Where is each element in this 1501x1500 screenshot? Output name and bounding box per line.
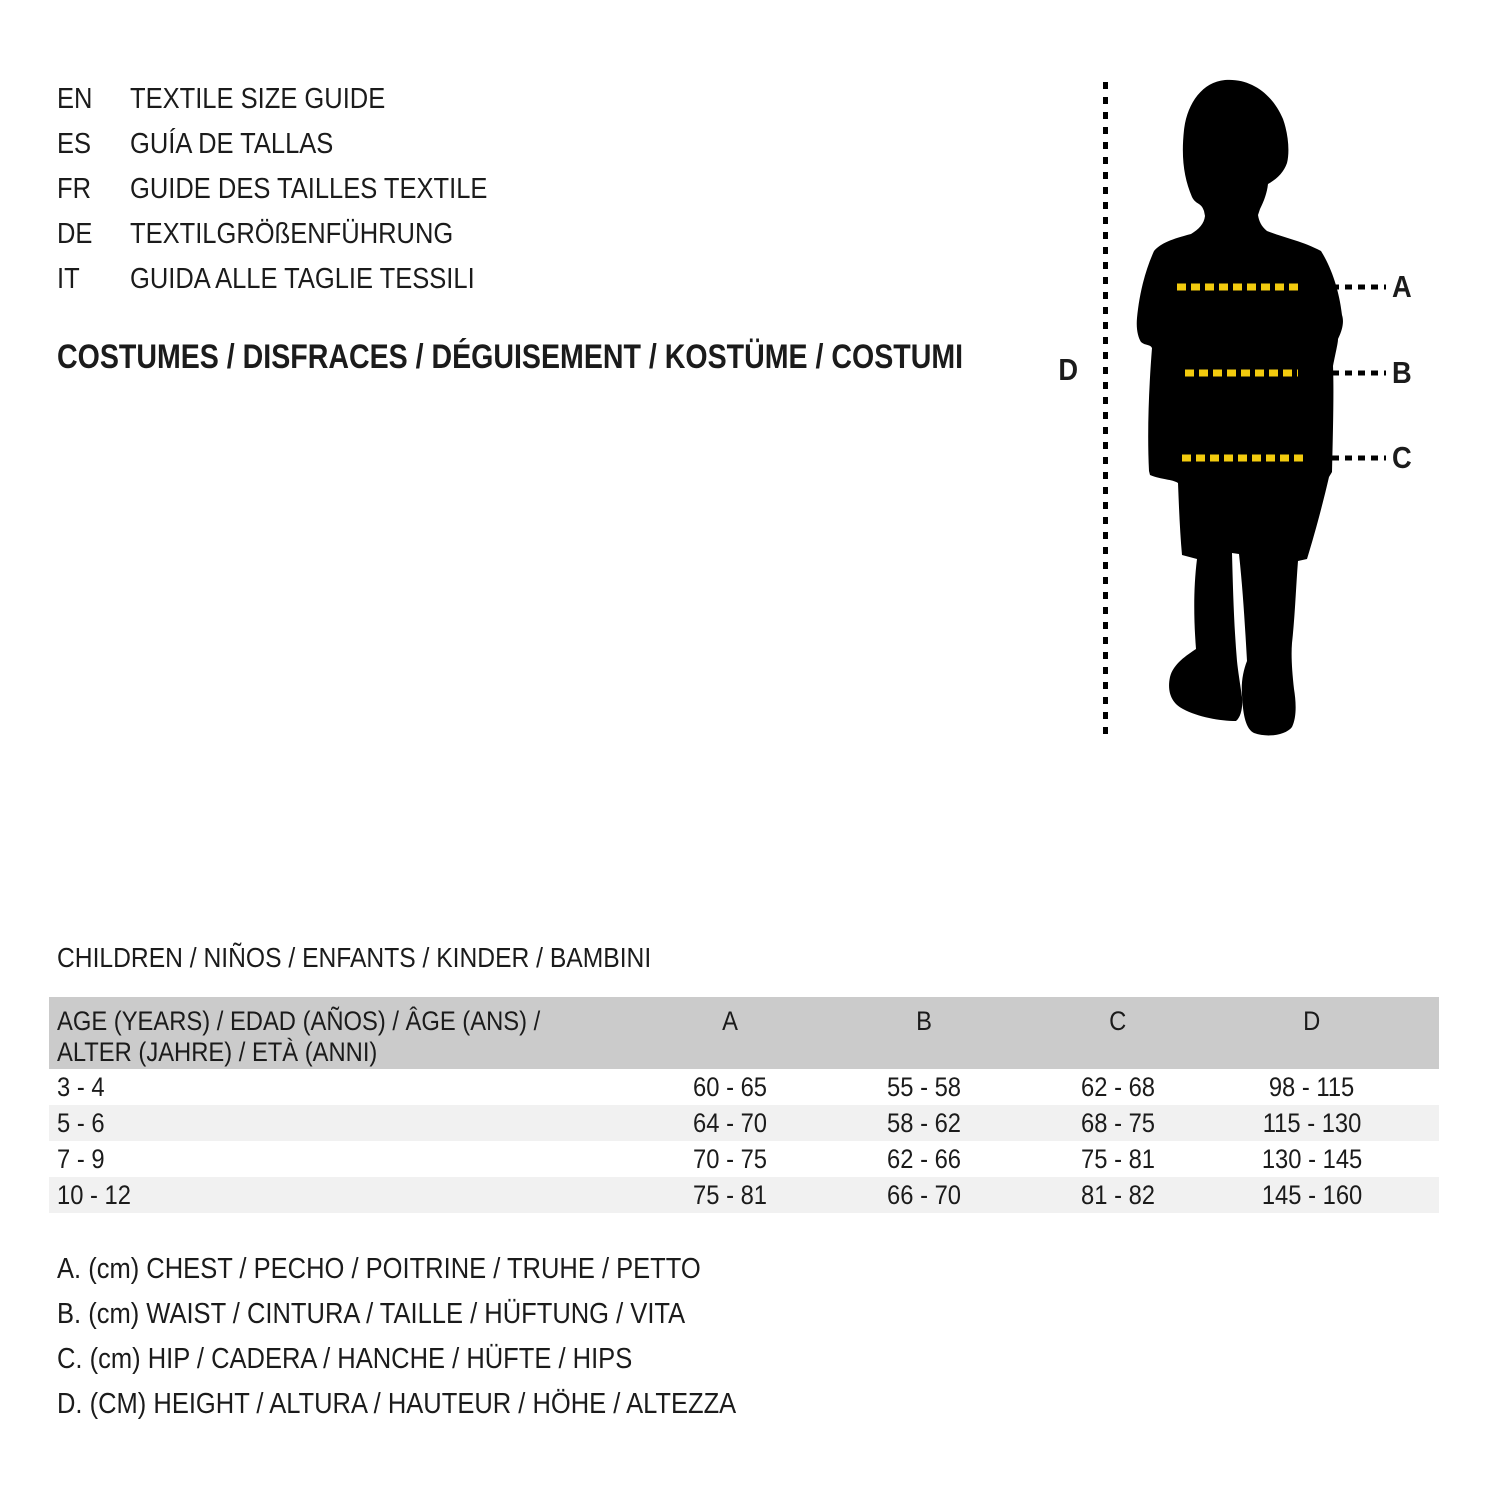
figure-label-hip [1392,439,1436,477]
figure-label-waist-text: B [1392,355,1412,390]
measurement-figure [1040,70,1480,760]
children-size-table [49,997,1439,1213]
cell-chest: 75 - 81 [693,1179,767,1210]
cell-waist: 58 - 62 [887,1107,961,1138]
language-row [57,212,536,257]
language-code: EN [57,83,93,115]
table-header-col-a: A [722,1006,738,1036]
table-header-age [49,1006,633,1069]
cell-age: 7 - 9 [57,1143,105,1174]
table-header-col-d: D [1303,1006,1321,1036]
cell-age: 5 - 6 [57,1107,105,1138]
cell-chest: 70 - 75 [693,1143,767,1174]
language-code: DE [57,218,93,250]
figure-label-waist [1392,354,1436,392]
cell-age: 10 - 12 [57,1179,131,1210]
language-code: FR [57,173,92,205]
cell-waist: 55 - 58 [887,1071,961,1102]
cell-chest: 64 - 70 [693,1107,767,1138]
table-row [49,1105,1439,1141]
language-code: ES [57,128,92,160]
figure-label-hip-text: C [1392,440,1412,475]
language-label: GUIDE DES TAILLES TEXTILE [130,173,488,205]
language-row [57,257,536,302]
table-header-col-c: C [1109,1006,1127,1036]
cell-hip: 62 - 68 [1081,1071,1155,1102]
language-label: TEXTILGRÖßENFÜHRUNG [130,218,454,250]
table-row [49,1141,1439,1177]
language-row [57,167,536,212]
category-title [57,335,1136,380]
cell-waist: 62 - 66 [887,1143,961,1174]
measurement-legend [57,1247,829,1427]
cell-height: 115 - 130 [1262,1107,1362,1138]
legend-row-waist: B. (cm) WAIST / CINTURA / TAILLE / HÜFTUNG / VITA [57,1298,686,1330]
language-code: IT [57,263,80,295]
table-header-age-line1: AGE (YEARS) / EDAD (AÑOS) / ÂGE (ANS) / [57,1006,541,1036]
child-silhouette-shape [1137,80,1343,736]
language-row [57,122,536,167]
language-row [57,77,536,122]
cell-hip: 68 - 75 [1081,1107,1155,1138]
figure-label-chest-text: A [1392,269,1412,304]
legend-row-height: D. (CM) HEIGHT / ALTURA / HAUTEUR / HÖHE / ALTEZZA [57,1388,737,1420]
section-title-text: CHILDREN / NIÑOS / ENFANTS / KINDER / BAMBINI [57,941,652,973]
cell-waist: 66 - 70 [887,1179,961,1210]
table-header-age-line2: ALTER (JAHRE) / ETÀ (ANNI) [57,1037,378,1067]
figure-label-height [1046,351,1090,389]
cell-hip: 75 - 81 [1081,1143,1155,1174]
legend-row-hip: C. (cm) HIP / CADERA / HANCHE / HÜFTE / HIPS [57,1343,633,1375]
language-title-list [57,77,536,302]
category-title-text: COSTUMES / DISFRACES / DÉGUISEMENT / KOSTÜME / COSTUMI [57,338,964,376]
cell-height: 130 - 145 [1261,1143,1363,1174]
cell-chest: 60 - 65 [693,1071,767,1102]
table-row [49,1177,1439,1213]
cell-height: 145 - 160 [1261,1179,1363,1210]
language-label: GUIDA ALLE TAGLIE TESSILI [130,263,475,295]
section-title-children [57,935,732,980]
cell-hip: 81 - 82 [1081,1179,1155,1210]
table-row [49,1069,1439,1105]
language-label: GUÍA DE TALLAS [130,128,334,160]
table-header-col-b: B [916,1006,932,1036]
figure-label-chest [1392,268,1436,306]
language-label: TEXTILE SIZE GUIDE [130,83,386,115]
cell-height: 98 - 115 [1269,1071,1355,1102]
legend-row-chest: A. (cm) CHEST / PECHO / POITRINE / TRUHE / PETTO [57,1253,701,1285]
child-silhouette [1040,70,1480,760]
cell-age: 3 - 4 [57,1071,105,1102]
table-header-row [49,997,1439,1069]
figure-label-height-text: D [1058,352,1078,387]
